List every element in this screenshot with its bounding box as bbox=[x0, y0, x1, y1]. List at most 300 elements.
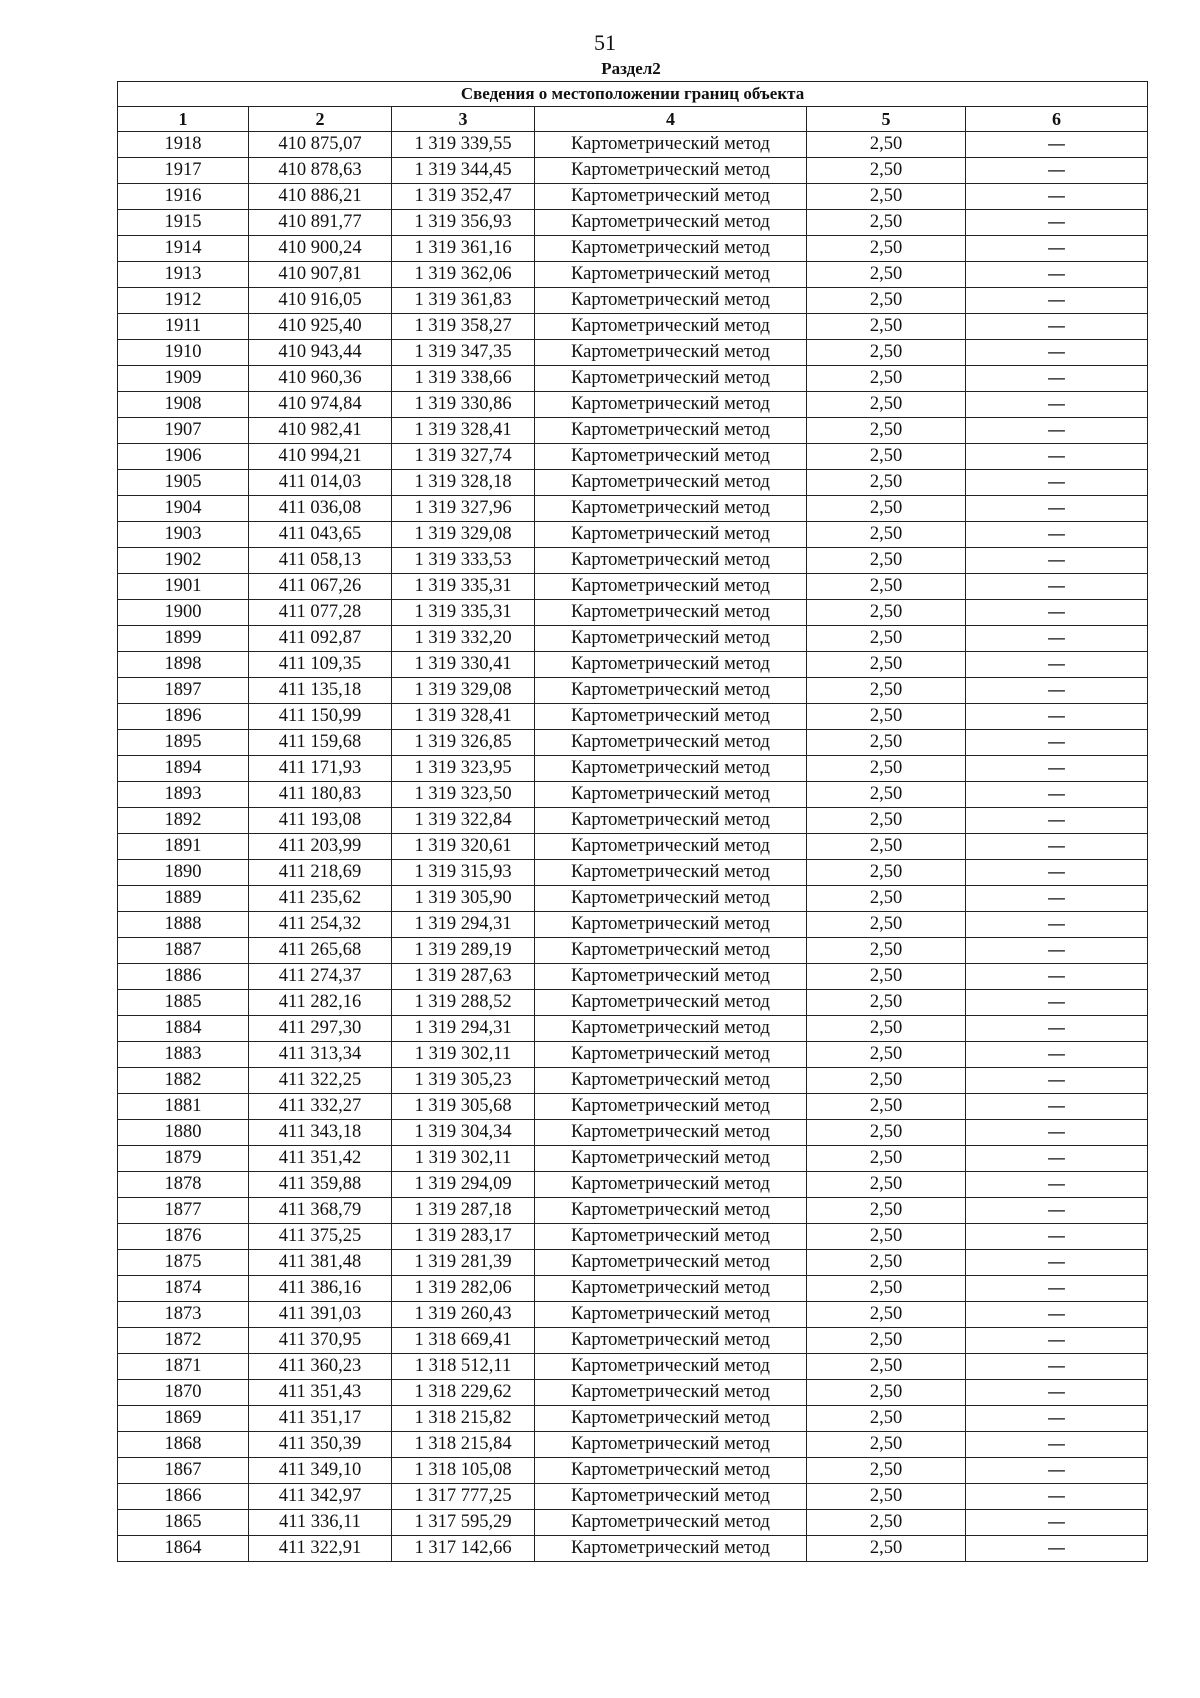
point-number-cell: 1918 bbox=[118, 132, 249, 158]
y-coordinate-cell: 1 317 595,29 bbox=[392, 1510, 535, 1536]
column-number: 4 bbox=[535, 107, 807, 132]
point-number-cell: 1896 bbox=[118, 704, 249, 730]
x-coordinate-cell: 411 342,97 bbox=[249, 1484, 392, 1510]
point-number-cell: 1901 bbox=[118, 574, 249, 600]
point-number-cell: 1877 bbox=[118, 1198, 249, 1224]
x-coordinate-cell: 410 886,21 bbox=[249, 184, 392, 210]
method-cell: Картометрический метод bbox=[535, 158, 807, 184]
method-cell: Картометрический метод bbox=[535, 210, 807, 236]
point-number-cell: 1905 bbox=[118, 470, 249, 496]
description-cell: — bbox=[966, 756, 1148, 782]
description-cell: — bbox=[966, 392, 1148, 418]
method-cell: Картометрический метод bbox=[535, 1510, 807, 1536]
description-cell: — bbox=[966, 158, 1148, 184]
method-cell: Картометрический метод bbox=[535, 886, 807, 912]
column-number: 6 bbox=[966, 107, 1148, 132]
x-coordinate-cell: 411 274,37 bbox=[249, 964, 392, 990]
y-coordinate-cell: 1 319 329,08 bbox=[392, 522, 535, 548]
description-cell: — bbox=[966, 1146, 1148, 1172]
table-row bbox=[118, 652, 1148, 678]
method-cell: Картометрический метод bbox=[535, 1146, 807, 1172]
accuracy-cell: 2,50 bbox=[807, 184, 966, 210]
accuracy-cell: 2,50 bbox=[807, 1484, 966, 1510]
column-number: 1 bbox=[118, 107, 249, 132]
accuracy-cell: 2,50 bbox=[807, 834, 966, 860]
method-cell: Картометрический метод bbox=[535, 1276, 807, 1302]
description-cell: — bbox=[966, 262, 1148, 288]
description-cell: — bbox=[966, 1406, 1148, 1432]
table-row bbox=[118, 938, 1148, 964]
y-coordinate-cell: 1 319 356,93 bbox=[392, 210, 535, 236]
x-coordinate-cell: 411 332,27 bbox=[249, 1094, 392, 1120]
y-coordinate-cell: 1 319 358,27 bbox=[392, 314, 535, 340]
description-cell: — bbox=[966, 834, 1148, 860]
point-number-cell: 1888 bbox=[118, 912, 249, 938]
table-row bbox=[118, 158, 1148, 184]
description-cell: — bbox=[966, 1432, 1148, 1458]
accuracy-cell: 2,50 bbox=[807, 860, 966, 886]
accuracy-cell: 2,50 bbox=[807, 1536, 966, 1562]
description-cell: — bbox=[966, 1276, 1148, 1302]
x-coordinate-cell: 410 916,05 bbox=[249, 288, 392, 314]
description-cell: — bbox=[966, 184, 1148, 210]
accuracy-cell: 2,50 bbox=[807, 1406, 966, 1432]
point-number-cell: 1912 bbox=[118, 288, 249, 314]
table-row bbox=[118, 236, 1148, 262]
table-row bbox=[118, 626, 1148, 652]
method-cell: Картометрический метод bbox=[535, 288, 807, 314]
description-cell: — bbox=[966, 886, 1148, 912]
y-coordinate-cell: 1 319 339,55 bbox=[392, 132, 535, 158]
method-cell: Картометрический метод bbox=[535, 1354, 807, 1380]
method-cell: Картометрический метод bbox=[535, 1328, 807, 1354]
accuracy-cell: 2,50 bbox=[807, 158, 966, 184]
y-coordinate-cell: 1 318 215,82 bbox=[392, 1406, 535, 1432]
point-number-cell: 1911 bbox=[118, 314, 249, 340]
description-cell: — bbox=[966, 1328, 1148, 1354]
point-number-cell: 1892 bbox=[118, 808, 249, 834]
point-number-cell: 1883 bbox=[118, 1042, 249, 1068]
description-cell: — bbox=[966, 600, 1148, 626]
x-coordinate-cell: 411 360,23 bbox=[249, 1354, 392, 1380]
method-cell: Картометрический метод bbox=[535, 782, 807, 808]
x-coordinate-cell: 411 351,43 bbox=[249, 1380, 392, 1406]
x-coordinate-cell: 411 058,13 bbox=[249, 548, 392, 574]
table-row bbox=[118, 730, 1148, 756]
y-coordinate-cell: 1 319 352,47 bbox=[392, 184, 535, 210]
table-row bbox=[118, 366, 1148, 392]
description-cell: — bbox=[966, 678, 1148, 704]
x-coordinate-cell: 410 974,84 bbox=[249, 392, 392, 418]
accuracy-cell: 2,50 bbox=[807, 990, 966, 1016]
method-cell: Картометрический метод bbox=[535, 470, 807, 496]
table-row bbox=[118, 522, 1148, 548]
y-coordinate-cell: 1 318 669,41 bbox=[392, 1328, 535, 1354]
y-coordinate-cell: 1 318 105,08 bbox=[392, 1458, 535, 1484]
method-cell: Картометрический метод bbox=[535, 834, 807, 860]
description-cell: — bbox=[966, 1484, 1148, 1510]
table-row bbox=[118, 392, 1148, 418]
method-cell: Картометрический метод bbox=[535, 600, 807, 626]
description-cell: — bbox=[966, 1172, 1148, 1198]
point-number-cell: 1914 bbox=[118, 236, 249, 262]
y-coordinate-cell: 1 319 327,74 bbox=[392, 444, 535, 470]
method-cell: Картометрический метод bbox=[535, 366, 807, 392]
method-cell: Картометрический метод bbox=[535, 184, 807, 210]
point-number-cell: 1864 bbox=[118, 1536, 249, 1562]
y-coordinate-cell: 1 319 329,08 bbox=[392, 678, 535, 704]
accuracy-cell: 2,50 bbox=[807, 1016, 966, 1042]
method-cell: Картометрический метод bbox=[535, 626, 807, 652]
point-number-cell: 1889 bbox=[118, 886, 249, 912]
method-cell: Картометрический метод bbox=[535, 1536, 807, 1562]
method-cell: Картометрический метод bbox=[535, 1458, 807, 1484]
point-number-cell: 1893 bbox=[118, 782, 249, 808]
point-number-cell: 1885 bbox=[118, 990, 249, 1016]
method-cell: Картометрический метод bbox=[535, 1250, 807, 1276]
table-row bbox=[118, 210, 1148, 236]
method-cell: Картометрический метод bbox=[535, 1484, 807, 1510]
accuracy-cell: 2,50 bbox=[807, 1328, 966, 1354]
x-coordinate-cell: 411 092,87 bbox=[249, 626, 392, 652]
accuracy-cell: 2,50 bbox=[807, 808, 966, 834]
point-number-cell: 1913 bbox=[118, 262, 249, 288]
x-coordinate-cell: 411 351,42 bbox=[249, 1146, 392, 1172]
table-row bbox=[118, 314, 1148, 340]
method-cell: Картометрический метод bbox=[535, 1068, 807, 1094]
method-cell: Картометрический метод bbox=[535, 262, 807, 288]
table-row bbox=[118, 1068, 1148, 1094]
accuracy-cell: 2,50 bbox=[807, 366, 966, 392]
point-number-cell: 1866 bbox=[118, 1484, 249, 1510]
x-coordinate-cell: 411 386,16 bbox=[249, 1276, 392, 1302]
point-number-cell: 1907 bbox=[118, 418, 249, 444]
x-coordinate-cell: 411 036,08 bbox=[249, 496, 392, 522]
description-cell: — bbox=[966, 626, 1148, 652]
accuracy-cell: 2,50 bbox=[807, 444, 966, 470]
description-cell: — bbox=[966, 444, 1148, 470]
x-coordinate-cell: 411 109,35 bbox=[249, 652, 392, 678]
y-coordinate-cell: 1 319 361,83 bbox=[392, 288, 535, 314]
table-row bbox=[118, 1172, 1148, 1198]
description-cell: — bbox=[966, 1120, 1148, 1146]
point-number-cell: 1910 bbox=[118, 340, 249, 366]
y-coordinate-cell: 1 319 289,19 bbox=[392, 938, 535, 964]
description-cell: — bbox=[966, 132, 1148, 158]
description-cell: — bbox=[966, 808, 1148, 834]
accuracy-cell: 2,50 bbox=[807, 574, 966, 600]
table-row bbox=[118, 756, 1148, 782]
description-cell: — bbox=[966, 418, 1148, 444]
description-cell: — bbox=[966, 964, 1148, 990]
table-row bbox=[118, 1484, 1148, 1510]
y-coordinate-cell: 1 318 512,11 bbox=[392, 1354, 535, 1380]
description-cell: — bbox=[966, 288, 1148, 314]
description-cell: — bbox=[966, 938, 1148, 964]
table-row bbox=[118, 834, 1148, 860]
y-coordinate-cell: 1 319 323,50 bbox=[392, 782, 535, 808]
method-cell: Картометрический метод bbox=[535, 756, 807, 782]
table-row bbox=[118, 184, 1148, 210]
y-coordinate-cell: 1 318 229,62 bbox=[392, 1380, 535, 1406]
accuracy-cell: 2,50 bbox=[807, 1146, 966, 1172]
point-number-cell: 1870 bbox=[118, 1380, 249, 1406]
description-cell: — bbox=[966, 1510, 1148, 1536]
y-coordinate-cell: 1 319 332,20 bbox=[392, 626, 535, 652]
table-row bbox=[118, 1432, 1148, 1458]
accuracy-cell: 2,50 bbox=[807, 626, 966, 652]
table-row bbox=[118, 860, 1148, 886]
x-coordinate-cell: 411 343,18 bbox=[249, 1120, 392, 1146]
column-number: 2 bbox=[249, 107, 392, 132]
description-cell: — bbox=[966, 1302, 1148, 1328]
y-coordinate-cell: 1 319 327,96 bbox=[392, 496, 535, 522]
method-cell: Картометрический метод bbox=[535, 1016, 807, 1042]
method-cell: Картометрический метод bbox=[535, 392, 807, 418]
accuracy-cell: 2,50 bbox=[807, 1250, 966, 1276]
description-cell: — bbox=[966, 470, 1148, 496]
y-coordinate-cell: 1 319 302,11 bbox=[392, 1146, 535, 1172]
x-coordinate-cell: 411 235,62 bbox=[249, 886, 392, 912]
accuracy-cell: 2,50 bbox=[807, 262, 966, 288]
x-coordinate-cell: 411 359,88 bbox=[249, 1172, 392, 1198]
accuracy-cell: 2,50 bbox=[807, 314, 966, 340]
table-row bbox=[118, 1458, 1148, 1484]
table-row bbox=[118, 1016, 1148, 1042]
description-cell: — bbox=[966, 496, 1148, 522]
method-cell: Картометрический метод bbox=[535, 522, 807, 548]
point-number-cell: 1909 bbox=[118, 366, 249, 392]
y-coordinate-cell: 1 319 328,18 bbox=[392, 470, 535, 496]
method-cell: Картометрический метод bbox=[535, 418, 807, 444]
x-coordinate-cell: 411 067,26 bbox=[249, 574, 392, 600]
method-cell: Картометрический метод bbox=[535, 314, 807, 340]
table-row bbox=[118, 1302, 1148, 1328]
method-cell: Картометрический метод bbox=[535, 704, 807, 730]
description-cell: — bbox=[966, 1198, 1148, 1224]
x-coordinate-cell: 410 982,41 bbox=[249, 418, 392, 444]
method-cell: Картометрический метод bbox=[535, 444, 807, 470]
accuracy-cell: 2,50 bbox=[807, 782, 966, 808]
x-coordinate-cell: 411 368,79 bbox=[249, 1198, 392, 1224]
x-coordinate-cell: 411 322,25 bbox=[249, 1068, 392, 1094]
column-number: 3 bbox=[392, 107, 535, 132]
point-number-cell: 1899 bbox=[118, 626, 249, 652]
point-number-cell: 1894 bbox=[118, 756, 249, 782]
description-cell: — bbox=[966, 1224, 1148, 1250]
table-row bbox=[118, 964, 1148, 990]
x-coordinate-cell: 411 297,30 bbox=[249, 1016, 392, 1042]
table-row bbox=[118, 1328, 1148, 1354]
x-coordinate-cell: 411 370,95 bbox=[249, 1328, 392, 1354]
accuracy-cell: 2,50 bbox=[807, 1172, 966, 1198]
point-number-cell: 1903 bbox=[118, 522, 249, 548]
description-cell: — bbox=[966, 574, 1148, 600]
accuracy-cell: 2,50 bbox=[807, 1458, 966, 1484]
table-row bbox=[118, 1224, 1148, 1250]
point-number-cell: 1871 bbox=[118, 1354, 249, 1380]
method-cell: Картометрический метод bbox=[535, 652, 807, 678]
accuracy-cell: 2,50 bbox=[807, 1120, 966, 1146]
accuracy-cell: 2,50 bbox=[807, 1380, 966, 1406]
y-coordinate-cell: 1 319 338,66 bbox=[392, 366, 535, 392]
table-row bbox=[118, 1094, 1148, 1120]
description-cell: — bbox=[966, 1536, 1148, 1562]
accuracy-cell: 2,50 bbox=[807, 1068, 966, 1094]
x-coordinate-cell: 411 350,39 bbox=[249, 1432, 392, 1458]
x-coordinate-cell: 411 180,83 bbox=[249, 782, 392, 808]
x-coordinate-cell: 411 391,03 bbox=[249, 1302, 392, 1328]
x-coordinate-cell: 411 336,11 bbox=[249, 1510, 392, 1536]
table-row bbox=[118, 262, 1148, 288]
point-number-cell: 1915 bbox=[118, 210, 249, 236]
table-row bbox=[118, 1510, 1148, 1536]
y-coordinate-cell: 1 319 305,68 bbox=[392, 1094, 535, 1120]
description-cell: — bbox=[966, 782, 1148, 808]
table-row bbox=[118, 600, 1148, 626]
description-cell: — bbox=[966, 1354, 1148, 1380]
description-cell: — bbox=[966, 1250, 1148, 1276]
y-coordinate-cell: 1 319 282,06 bbox=[392, 1276, 535, 1302]
y-coordinate-cell: 1 319 305,23 bbox=[392, 1068, 535, 1094]
point-number-cell: 1878 bbox=[118, 1172, 249, 1198]
x-coordinate-cell: 410 925,40 bbox=[249, 314, 392, 340]
table-row bbox=[118, 1536, 1148, 1562]
accuracy-cell: 2,50 bbox=[807, 1224, 966, 1250]
method-cell: Картометрический метод bbox=[535, 548, 807, 574]
x-coordinate-cell: 410 943,44 bbox=[249, 340, 392, 366]
table-row bbox=[118, 704, 1148, 730]
y-coordinate-cell: 1 319 344,45 bbox=[392, 158, 535, 184]
table-row bbox=[118, 678, 1148, 704]
x-coordinate-cell: 411 159,68 bbox=[249, 730, 392, 756]
y-coordinate-cell: 1 319 323,95 bbox=[392, 756, 535, 782]
table-row bbox=[118, 1380, 1148, 1406]
point-number-cell: 1895 bbox=[118, 730, 249, 756]
method-cell: Картометрический метод bbox=[535, 1120, 807, 1146]
accuracy-cell: 2,50 bbox=[807, 652, 966, 678]
accuracy-cell: 2,50 bbox=[807, 236, 966, 262]
point-number-cell: 1890 bbox=[118, 860, 249, 886]
accuracy-cell: 2,50 bbox=[807, 678, 966, 704]
method-cell: Картометрический метод bbox=[535, 574, 807, 600]
accuracy-cell: 2,50 bbox=[807, 210, 966, 236]
description-cell: — bbox=[966, 522, 1148, 548]
point-number-cell: 1916 bbox=[118, 184, 249, 210]
point-number-cell: 1900 bbox=[118, 600, 249, 626]
point-number-cell: 1867 bbox=[118, 1458, 249, 1484]
accuracy-cell: 2,50 bbox=[807, 1042, 966, 1068]
table-row bbox=[118, 496, 1148, 522]
y-coordinate-cell: 1 319 326,85 bbox=[392, 730, 535, 756]
x-coordinate-cell: 411 014,03 bbox=[249, 470, 392, 496]
accuracy-cell: 2,50 bbox=[807, 132, 966, 158]
description-cell: — bbox=[966, 860, 1148, 886]
y-coordinate-cell: 1 319 302,11 bbox=[392, 1042, 535, 1068]
accuracy-cell: 2,50 bbox=[807, 288, 966, 314]
y-coordinate-cell: 1 317 142,66 bbox=[392, 1536, 535, 1562]
accuracy-cell: 2,50 bbox=[807, 1510, 966, 1536]
point-number-cell: 1884 bbox=[118, 1016, 249, 1042]
page-number: 51 bbox=[594, 30, 616, 55]
accuracy-cell: 2,50 bbox=[807, 392, 966, 418]
table-row bbox=[118, 1042, 1148, 1068]
section-label: Раздел2 bbox=[601, 59, 661, 78]
y-coordinate-cell: 1 319 305,90 bbox=[392, 886, 535, 912]
method-cell: Картометрический метод bbox=[535, 1406, 807, 1432]
x-coordinate-cell: 410 878,63 bbox=[249, 158, 392, 184]
point-number-cell: 1898 bbox=[118, 652, 249, 678]
method-cell: Картометрический метод bbox=[535, 340, 807, 366]
table-row bbox=[118, 574, 1148, 600]
y-coordinate-cell: 1 319 361,16 bbox=[392, 236, 535, 262]
x-coordinate-cell: 411 203,99 bbox=[249, 834, 392, 860]
description-cell: — bbox=[966, 314, 1148, 340]
x-coordinate-cell: 411 135,18 bbox=[249, 678, 392, 704]
accuracy-cell: 2,50 bbox=[807, 1094, 966, 1120]
point-number-cell: 1902 bbox=[118, 548, 249, 574]
point-number-cell: 1873 bbox=[118, 1302, 249, 1328]
x-coordinate-cell: 411 254,32 bbox=[249, 912, 392, 938]
x-coordinate-cell: 411 322,91 bbox=[249, 1536, 392, 1562]
method-cell: Картометрический метод bbox=[535, 860, 807, 886]
method-cell: Картометрический метод bbox=[535, 808, 807, 834]
method-cell: Картометрический метод bbox=[535, 1380, 807, 1406]
x-coordinate-cell: 411 313,34 bbox=[249, 1042, 392, 1068]
x-coordinate-cell: 411 282,16 bbox=[249, 990, 392, 1016]
accuracy-cell: 2,50 bbox=[807, 938, 966, 964]
description-cell: — bbox=[966, 210, 1148, 236]
x-coordinate-cell: 411 150,99 bbox=[249, 704, 392, 730]
accuracy-cell: 2,50 bbox=[807, 704, 966, 730]
description-cell: — bbox=[966, 990, 1148, 1016]
y-coordinate-cell: 1 319 362,06 bbox=[392, 262, 535, 288]
description-cell: — bbox=[966, 548, 1148, 574]
description-cell: — bbox=[966, 704, 1148, 730]
x-coordinate-cell: 411 351,17 bbox=[249, 1406, 392, 1432]
table-row bbox=[118, 782, 1148, 808]
y-coordinate-cell: 1 319 294,31 bbox=[392, 912, 535, 938]
accuracy-cell: 2,50 bbox=[807, 1354, 966, 1380]
x-coordinate-cell: 410 994,21 bbox=[249, 444, 392, 470]
table-row bbox=[118, 1120, 1148, 1146]
column-number: 5 bbox=[807, 107, 966, 132]
x-coordinate-cell: 411 218,69 bbox=[249, 860, 392, 886]
boundary-coordinates-table bbox=[117, 81, 1148, 1562]
point-number-cell: 1904 bbox=[118, 496, 249, 522]
table-row bbox=[118, 1406, 1148, 1432]
table-row bbox=[118, 1354, 1148, 1380]
point-number-cell: 1865 bbox=[118, 1510, 249, 1536]
method-cell: Картометрический метод bbox=[535, 1094, 807, 1120]
y-coordinate-cell: 1 318 215,84 bbox=[392, 1432, 535, 1458]
accuracy-cell: 2,50 bbox=[807, 496, 966, 522]
method-cell: Картометрический метод bbox=[535, 912, 807, 938]
method-cell: Картометрический метод bbox=[535, 990, 807, 1016]
y-coordinate-cell: 1 319 347,35 bbox=[392, 340, 535, 366]
y-coordinate-cell: 1 319 328,41 bbox=[392, 704, 535, 730]
description-cell: — bbox=[966, 1016, 1148, 1042]
point-number-cell: 1882 bbox=[118, 1068, 249, 1094]
table-row bbox=[118, 444, 1148, 470]
accuracy-cell: 2,50 bbox=[807, 1432, 966, 1458]
accuracy-cell: 2,50 bbox=[807, 886, 966, 912]
x-coordinate-cell: 411 193,08 bbox=[249, 808, 392, 834]
accuracy-cell: 2,50 bbox=[807, 1276, 966, 1302]
point-number-cell: 1908 bbox=[118, 392, 249, 418]
x-coordinate-cell: 410 900,24 bbox=[249, 236, 392, 262]
description-cell: — bbox=[966, 1458, 1148, 1484]
